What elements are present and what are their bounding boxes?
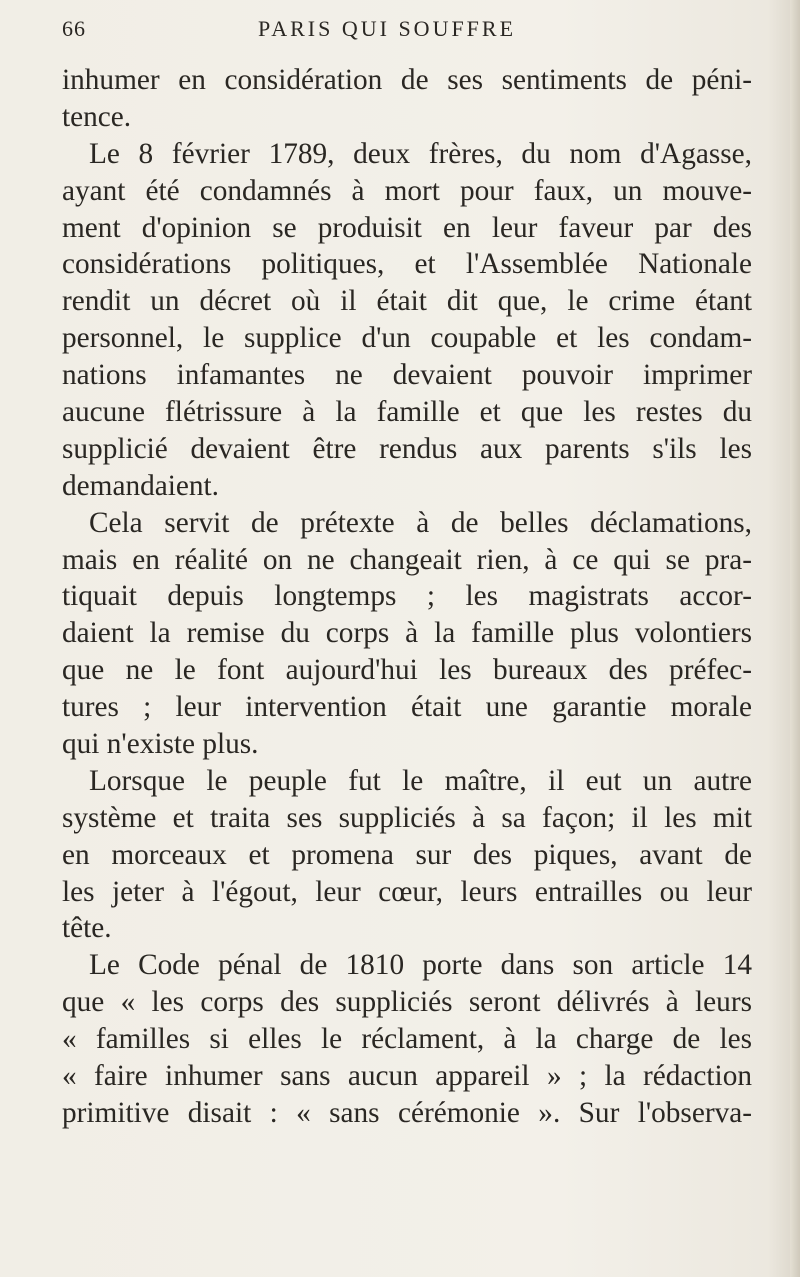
text-line: supplicié devaient être rendus aux parents s'ils les	[62, 432, 752, 465]
text-line: tête.	[62, 912, 112, 945]
text-line: Le 8 février 1789, deux frères, du nom d'Agasse,	[89, 137, 752, 170]
text-line: tiquait depuis longtemps ; les magistrats accor-	[62, 580, 752, 613]
text-line: rendit un décret où il était dit que, le crime étant	[62, 285, 752, 318]
text-line: « faire inhumer sans aucun appareil » ; la rédaction	[62, 1060, 752, 1093]
text-line: système et traita ses suppliciés à sa façon; il les mit	[62, 801, 752, 834]
text-line: qui n'existe plus.	[62, 728, 259, 761]
running-head	[62, 12, 742, 52]
text-line: ment d'opinion se produisit en leur faveur par des	[62, 211, 752, 244]
text-line: nations infamantes ne devaient pouvoir imprimer	[62, 359, 752, 392]
running-title: PARIS QUI SOUFFRE	[258, 16, 517, 41]
text-line: ayant été condamnés à mort pour faux, un mouve-	[62, 174, 752, 207]
text-line: inhumer en considération de ses sentiments de péni-	[62, 64, 752, 96]
text-line: tence.	[62, 100, 132, 133]
page-number: 66	[62, 16, 86, 41]
text-line: en morceaux et promena sur des piques, avant de	[62, 838, 752, 871]
text-line: personnel, le supplice d'un coupable et les condam-	[62, 322, 752, 355]
text-line: Cela servit de prétexte à de belles déclamations,	[89, 506, 752, 539]
text-line: Lorsque le peuple fut le maître, il eut un autre	[89, 764, 752, 797]
text-line: considérations politiques, et l'Assemblée Nationale	[62, 248, 752, 281]
text-line: que ne le font aujourd'hui les bureaux des préfec-	[62, 654, 752, 687]
text-line: primitive disait : « sans cérémonie ». Sur l'observa-	[62, 1096, 752, 1129]
text-line: daient la remise du corps à la famille plus volontiers	[62, 617, 752, 650]
text-line: les jeter à l'égout, leur cœur, leurs entrailles ou leur	[62, 875, 752, 908]
text-line: que « les corps des suppliciés seront délivrés à leurs	[62, 986, 752, 1019]
text-line: « familles si elles le réclament, à la charge de les	[62, 1023, 752, 1056]
text-line: demandaient.	[62, 469, 219, 502]
text-line: aucune flétrissure à la famille et que les restes du	[62, 396, 752, 429]
text-line: tures ; leur intervention était une garantie morale	[62, 691, 752, 724]
text-line: mais en réalité on ne changeait rien, à ce qui se pra-	[62, 543, 752, 576]
text-line: Le Code pénal de 1810 porte dans son article 14	[89, 949, 752, 982]
body-text	[62, 62, 752, 1132]
page-edge	[790, 0, 800, 1277]
